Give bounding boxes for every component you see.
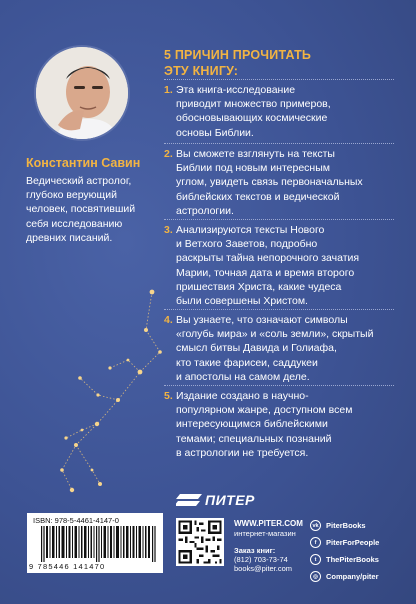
social-link-vk[interactable]	[310, 517, 379, 534]
reason-line: пришествия Христа, какие чудеса	[176, 280, 342, 293]
reason-line: библейских текстов и ведической	[176, 190, 340, 203]
social-link-twitter[interactable]	[310, 551, 379, 568]
reason-item-4	[164, 313, 389, 384]
piter-logo-icon	[176, 493, 202, 507]
social-link-facebook[interactable]	[310, 534, 379, 551]
site-url[interactable]: WWW.PITER.COM	[234, 519, 303, 528]
reason-line: и Ветхого Заветов, подробно	[176, 238, 318, 251]
reason-line: обосновывающих космические	[176, 112, 328, 125]
reason-line: темами; специальных познаний	[176, 432, 332, 445]
reason-number: 3.	[164, 224, 173, 236]
reason-line: основы Библии.	[176, 126, 254, 139]
reason-line: Вы узнаете, что означают символы	[176, 314, 348, 326]
reason-number: 1.	[164, 84, 173, 96]
reason-line: и апостолы на самом деле.	[176, 370, 310, 383]
shop-info	[234, 519, 303, 538]
reason-line: углом, увидеть связь первоначальных	[176, 176, 363, 189]
publisher-name: ПИТЕР	[205, 492, 255, 508]
order-label: Заказ книг:	[234, 546, 276, 555]
reasons-title-line: 5 ПРИЧИН ПРОЧИТАТЬ	[164, 48, 312, 62]
reasons-title	[164, 48, 384, 79]
reason-line: Марии, точная дата и время второго	[176, 266, 355, 279]
order-email[interactable]: books@piter.com	[234, 564, 293, 574]
reason-item-2	[164, 147, 389, 218]
author-name: Константин Савин	[26, 156, 141, 170]
author-bio-line: глубоко верующий	[26, 189, 117, 202]
reason-line: раскрыты тайна непорочного зачатия	[176, 252, 360, 265]
reason-line: Эта книга-исследование	[176, 84, 296, 96]
site-caption: интернет-магазин	[234, 528, 296, 538]
author-bio-line: человек, посвятивший	[26, 203, 136, 216]
reason-line: Анализируются тексты Нового	[176, 224, 325, 236]
social-label: PiterBooks	[326, 521, 366, 530]
twitter-icon: t	[310, 554, 321, 565]
author-bio	[26, 174, 156, 245]
reason-line: в астрологии не требуется.	[176, 446, 309, 459]
reason-number: 2.	[164, 148, 173, 160]
order-info	[234, 546, 292, 574]
reason-line: «голубь мира» и «соль земли», скрытый	[176, 328, 374, 341]
barcode-icon	[41, 526, 159, 562]
reason-item-5	[164, 389, 389, 460]
reason-line: были совершены Христом.	[176, 295, 308, 308]
social-label: Company/piter	[326, 572, 379, 581]
reason-line: Вы сможете взглянуть на тексты	[176, 148, 335, 160]
author-photo	[34, 45, 130, 141]
reason-line: интересующимся библейскими	[176, 418, 328, 431]
publisher-logo	[176, 492, 255, 508]
order-phone: (812) 703-73-74	[234, 555, 288, 565]
divider	[164, 385, 394, 386]
reason-line: кто такие фарисеи, саддукеи	[176, 356, 318, 369]
divider	[164, 79, 394, 80]
author-portrait-image	[36, 47, 130, 141]
divider	[164, 143, 394, 144]
divider	[164, 219, 394, 220]
reasons-title-line: ЭТУ КНИГУ:	[164, 63, 239, 78]
reason-line: Издание создано в научно-	[176, 390, 309, 402]
vk-icon: vk	[310, 520, 321, 531]
reason-line: приводит множество примеров,	[176, 98, 331, 111]
isbn-label: ISBN: 978-5-4461-4147-0	[33, 516, 119, 525]
reason-item-1	[164, 83, 389, 140]
reason-item-3	[164, 223, 389, 308]
instagram-icon: ◎	[310, 571, 321, 582]
reason-line: астрологии.	[176, 204, 234, 217]
social-link-instagram[interactable]	[310, 568, 379, 585]
reason-line: популярном жанре, доступном всем	[176, 404, 353, 417]
barcode-digits: 9 785446 141470	[29, 562, 106, 571]
divider	[164, 309, 394, 310]
reason-line: смысл битвы Давида и Голиафа,	[176, 342, 337, 355]
author-bio-line: себя исследованию	[26, 217, 123, 230]
social-label: ThePiterBooks	[326, 555, 379, 564]
reason-number: 5.	[164, 390, 173, 402]
social-label: PiterForPeople	[326, 538, 380, 547]
qr-code-icon	[176, 518, 224, 566]
isbn-barcode	[27, 513, 163, 573]
reason-number: 4.	[164, 314, 173, 326]
author-bio-line: Ведический астролог,	[26, 175, 132, 187]
facebook-icon: f	[310, 537, 321, 548]
author-bio-line: древних писаний.	[26, 231, 113, 244]
reason-line: Библии под новым интересным	[176, 162, 330, 175]
social-links	[310, 517, 379, 585]
